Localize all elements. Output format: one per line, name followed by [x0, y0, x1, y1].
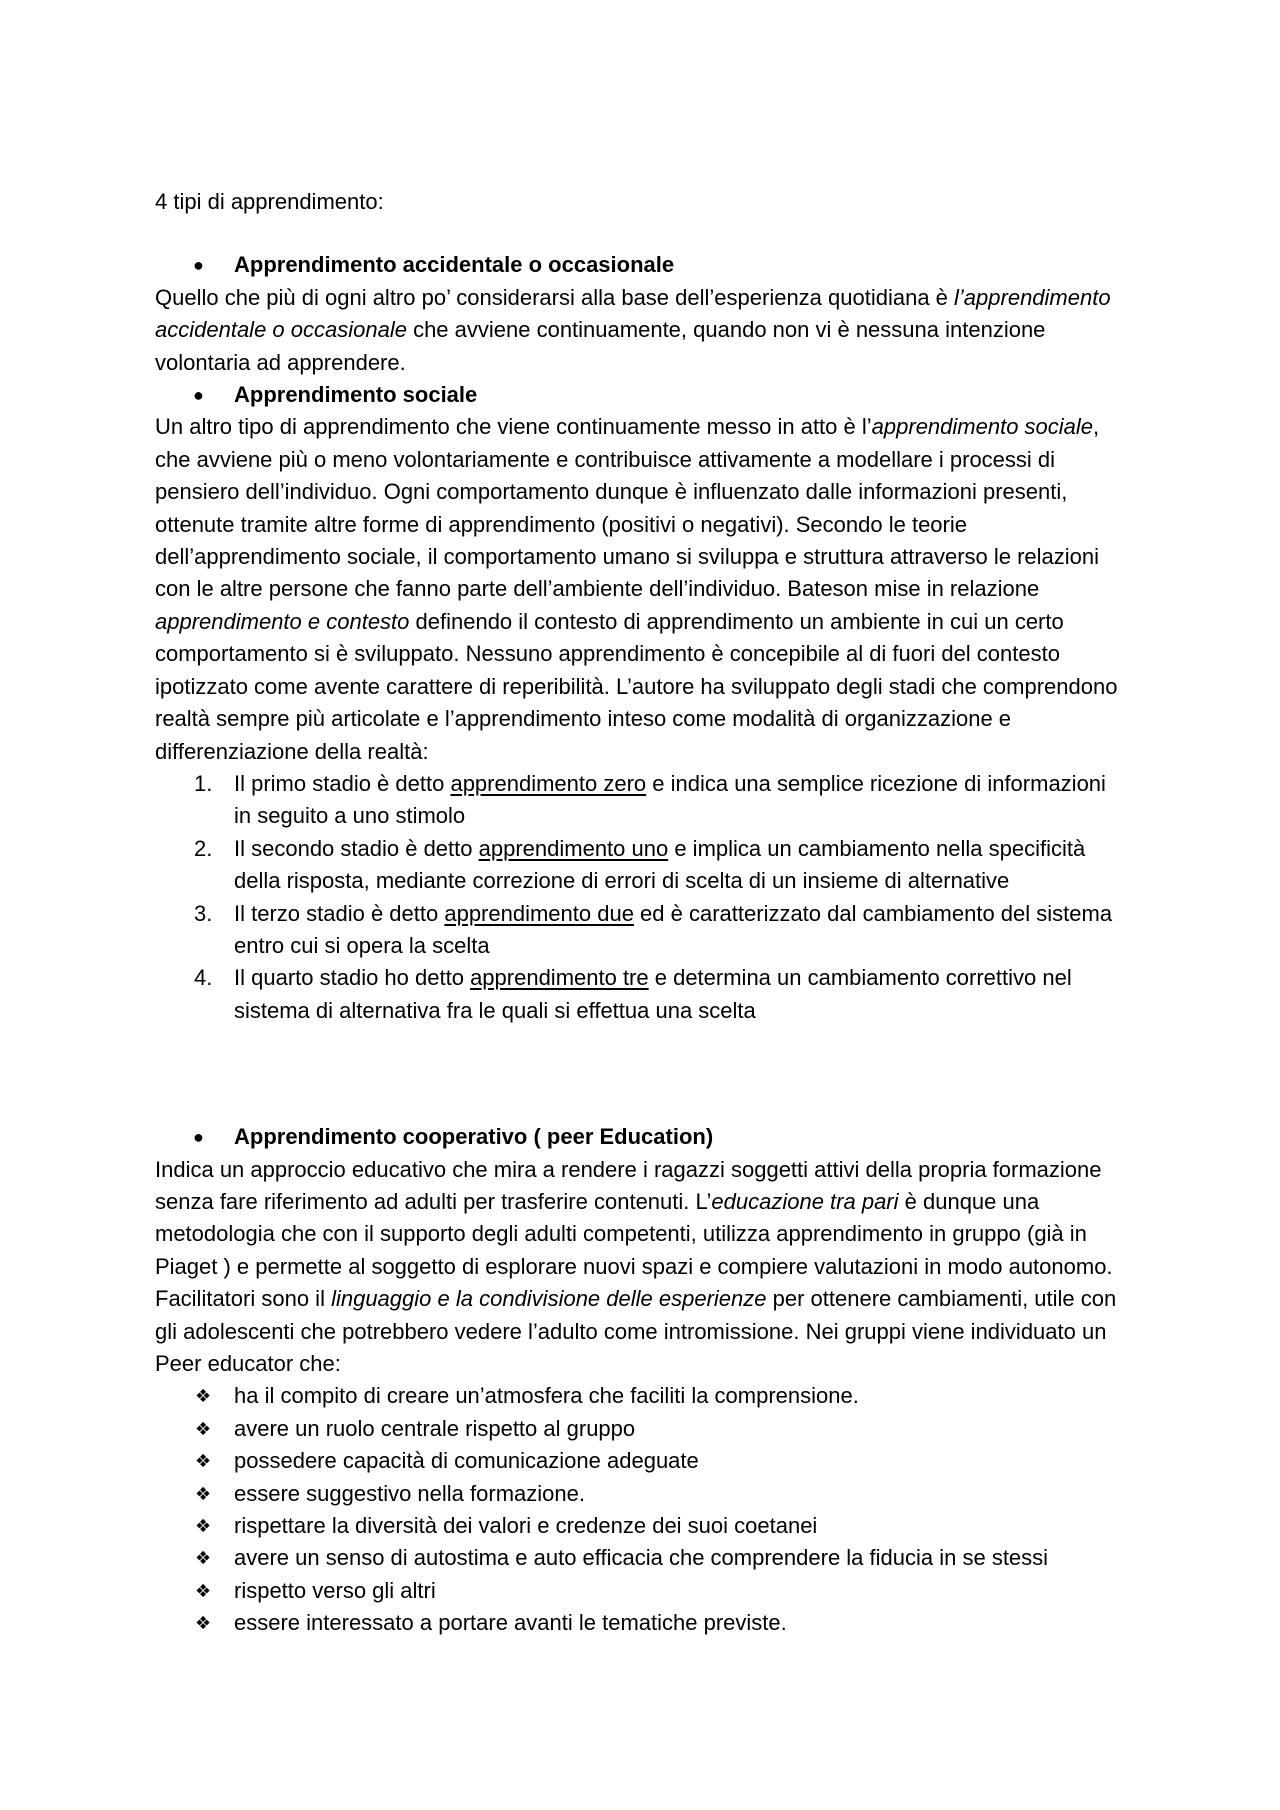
list-item: ❖ rispettare la diversità dei valori e credenze dei suoi coetanei	[155, 1510, 1125, 1542]
diamond-bullet-icon: ❖	[195, 1418, 212, 1439]
list-item: 2. Il secondo stadio è detto apprendimento uno e implica un cambiamento nella specificità della risposta, mediante correzione di errori di scelta di un insieme di alternative	[155, 833, 1125, 898]
heading-cooperative-learning	[155, 1121, 1125, 1153]
heading-text: Apprendimento accidentale o occasionale	[234, 252, 675, 278]
heading-text: Apprendimento sociale	[234, 382, 478, 408]
list-item: ❖ essere suggestivo nella formazione.	[155, 1478, 1125, 1510]
diamond-bullet-icon: ❖	[195, 1613, 212, 1634]
underlined-term: apprendimento tre	[470, 965, 649, 991]
document-body	[155, 186, 1125, 1640]
underlined-term: apprendimento due	[444, 900, 634, 926]
list-item: ❖ possedere capacità di comunicazione adeguate	[155, 1445, 1125, 1477]
list-item: ❖ avere un senso di autostima e auto efficacia che comprendere la fiducia in se stessi	[155, 1542, 1125, 1574]
bullet-dot-icon: ●	[193, 255, 204, 276]
italic-term: l’apprendimento accidentale o occasionale	[155, 284, 1111, 343]
paragraph-cooperative-learning: Indica un approccio educativo che mira a rendere i ragazzi soggetti attivi della propria formazione senza fare riferimento ad adulti per trasferire contenuti. L’educazione tra pari è dunque una metodologia che con il supporto degli adulti competenti, utilizza apprendimento in gruppo (già in Piaget ) e permette al soggetto di esplorare nuovi spazi e compiere valutazioni in modo autonomo. Facilitatori sono il linguaggio e la condivisione delle esperienze per ottenere cambiamenti, utile con gli adolescenti che potrebbero vedere l’adulto come intromissione. Nei gruppi viene individuato un Peer educator che:	[155, 1156, 1117, 1376]
underlined-term: apprendimento uno	[478, 835, 669, 861]
section-spacer	[155, 1027, 1125, 1121]
stages-list	[155, 768, 1125, 1027]
diamond-bullet-icon: ❖	[195, 1548, 212, 1569]
italic-term: apprendimento e contesto	[155, 608, 410, 634]
paragraph-accidental-learning: Quello che più di ogni altro po’ considerarsi alla base dell’esperienza quotidiana è l’apprendimento accidentale o occasionale che avviene continuamente, quando non vi è nessuna intenzione volontaria ad apprendere.	[155, 284, 1111, 375]
bullet-dot-icon: ●	[193, 385, 204, 406]
list-item: ❖ essere interessato a portare avanti le tematiche previste.	[155, 1607, 1125, 1639]
list-number: 4.	[194, 965, 213, 991]
diamond-bullet-icon: ❖	[195, 1580, 212, 1601]
list-item: ❖ rispetto verso gli altri	[155, 1575, 1125, 1607]
heading-accidental-learning	[155, 249, 1125, 281]
diamond-bullet-icon: ❖	[195, 1483, 212, 1504]
diamond-bullet-icon: ❖	[195, 1386, 212, 1407]
diamond-bullet-icon: ❖	[195, 1451, 212, 1472]
underlined-term: apprendimento zero	[450, 770, 647, 796]
list-item: 1. Il primo stadio è detto apprendimento zero e indica una semplice ricezione di informazioni in seguito a uno stimolo	[155, 768, 1125, 833]
heading-social-learning	[155, 379, 1125, 411]
diamond-bullet-icon: ❖	[195, 1516, 212, 1537]
list-number: 2.	[194, 835, 213, 861]
heading-text: Apprendimento cooperativo ( peer Education)	[234, 1124, 714, 1150]
list-number: 1.	[194, 770, 213, 796]
list-number: 3.	[194, 900, 213, 926]
bullet-dot-icon: ●	[193, 1127, 204, 1148]
italic-term: apprendimento sociale	[871, 414, 1094, 440]
intro-line: 4 tipi di apprendimento:	[155, 189, 384, 214]
italic-term: educazione tra pari	[711, 1188, 899, 1214]
italic-term: linguaggio e la condivisione delle esperienze	[331, 1286, 767, 1312]
list-item: 3. Il terzo stadio è detto apprendimento due ed è caratterizzato dal cambiamento del sistema entro cui si opera la scelta	[155, 898, 1125, 963]
list-item: 4. Il quarto stadio ho detto apprendimento tre e determina un cambiamento correttivo nel sistema di alternativa fra le quali si effettua una scelta	[155, 962, 1125, 1027]
paragraph-social-learning: Un altro tipo di apprendimento che viene continuamente messo in atto è l’apprendimento sociale, che avviene più o meno volontariamente e contribuisce attivamente a modellare i processi di pensiero dell’individuo. Ogni comportamento dunque è influenzato dalle informazioni presenti, ottenute tramite altre forme di apprendimento (positivi o negativi). Secondo le teorie dell’apprendimento sociale, il comportamento umano si sviluppa e struttura attraverso le relazioni con le altre persone che fanno parte dell’ambiente dell’individuo. Bateson mise in relazione apprendimento e contesto definendo il contesto di apprendimento un ambiente in cui un certo comportamento si è sviluppato. Nessuno apprendimento è concepibile al di fuori del contesto ipotizzato come avente carattere di reperibilità. L’autore ha sviluppato degli stadi che comprendono realtà sempre più articolate e l’apprendimento inteso come modalità di organizzazione e differenziazione della realtà:	[155, 414, 1118, 764]
list-item: ❖ avere un ruolo centrale rispetto al gruppo	[155, 1413, 1125, 1445]
peer-educator-traits-list	[155, 1380, 1125, 1639]
list-item: ❖ ha il compito di creare un’atmosfera che faciliti la comprensione.	[155, 1380, 1125, 1412]
